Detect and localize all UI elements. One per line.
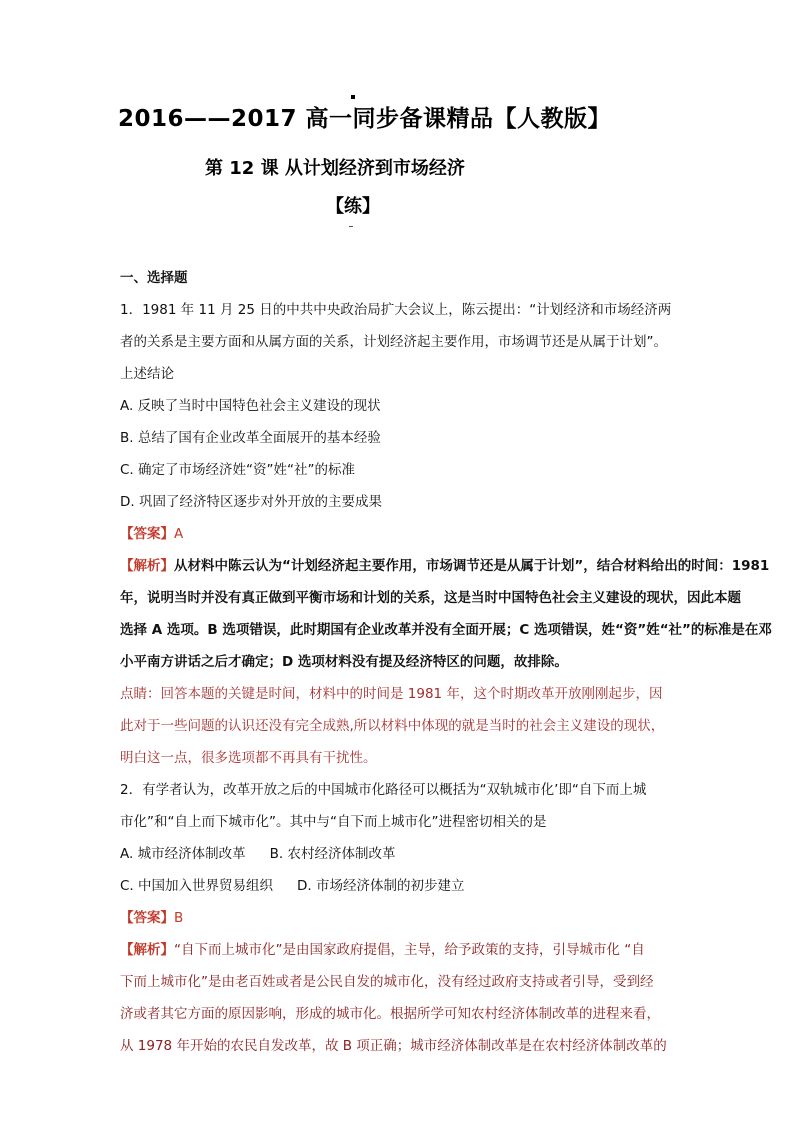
q1-analysis-line-4: 小平南方讲话之后才确定；D 选项材料没有提及经济特区的问题，故排除。 bbox=[120, 654, 568, 670]
q2-answer-label: 【答案】 bbox=[120, 910, 174, 926]
q1-analysis-text-1: 从材料中陈云认为“计划经济起主要作用，市场调节还是从属于计划”，结合材料给出的时间：1981 bbox=[174, 558, 770, 574]
q1-option-c: C. 确定了市场经济姓“资”姓“社”的标准 bbox=[120, 462, 355, 478]
q1-answer-label: 【答案】 bbox=[120, 526, 174, 542]
section-heading: 一、选择题 bbox=[120, 270, 188, 286]
q2-option-b: B. 农村经济体制改革 bbox=[269, 846, 396, 862]
header-dot-mark bbox=[351, 95, 355, 99]
q2-stem-line-1: 2．有学者认为，改革开放之后的中国城市化路径可以概括为“双轨城市化’即“自下而上城 bbox=[120, 782, 647, 798]
q1-stem-line-1: 1．1981 年 11 月 25 日的中共中央政治局扩大会议上，陈云提出：“计划经济和市场经济两 bbox=[120, 302, 672, 318]
q1-point-line-1: 点睛：回答本题的关键是时间，材料中的时间是 1981 年，这个时期改革开放刚刚起步，因 bbox=[120, 686, 663, 702]
q1-answer-value: A bbox=[174, 526, 184, 542]
q1-stem-line-2: 者的关系是主要方面和从属方面的关系，计划经济起主要作用，市场调节还是从属于计划”。 bbox=[120, 334, 667, 350]
q2-options-cd bbox=[120, 870, 680, 902]
q1-answer bbox=[120, 518, 680, 550]
q1-point-line-3: 明白这一点，很多选项都不再具有干扰性。 bbox=[120, 750, 377, 766]
q2-analysis-text-1: “自下而上城市化”是由国家政府提倡，主导，给予政策的支持，引导城市化 “自 bbox=[174, 942, 645, 958]
q1-option-b: B. 总结了国有企业改革全面展开的基本经验 bbox=[120, 430, 381, 446]
q1-option-d: D. 巩固了经济特区逐步对外开放的主要成果 bbox=[120, 494, 382, 510]
q2-analysis-line-1 bbox=[120, 934, 680, 966]
q2-analysis-line-4: 从 1978 年开始的农民自发改革，故 B 项正确；城市经济体制改革是在农村经济体制改革的 bbox=[120, 1038, 667, 1054]
q1-analysis-line-1 bbox=[120, 550, 770, 582]
q2-stem-line-2: 市化”和“自上而下城市化”。其中与“自下而上城市化”进程密切相关的是 bbox=[120, 814, 547, 830]
q1-point-line-2: 此对于一些问题的认识还没有完全成熟,所以材料中体现的就是当时的社会主义建设的现状， bbox=[120, 718, 665, 734]
q1-stem-line-3: 上述结论 bbox=[120, 366, 174, 382]
q1-option-a: A. 反映了当时中国特色社会主义建设的现状 bbox=[120, 398, 381, 414]
q1-analysis-label: 【解析】 bbox=[120, 558, 174, 574]
q2-answer bbox=[120, 902, 680, 934]
q1-analysis-line-3: 选择 A 选项。B 选项错误，此时期国有企业改革并没有全面开展；C 选项错误，姓“资”姓“社”的标准是在邓 bbox=[120, 622, 772, 638]
document-content bbox=[120, 262, 772, 1062]
lesson-title: 第 12 课 从计划经济到市场经济 bbox=[205, 158, 465, 179]
q2-analysis-label: 【解析】 bbox=[120, 942, 174, 958]
q2-analysis-line-3: 济或者其它方面的原因影响，形成的城市化。根据所学可知农村经济体制改革的进程来看， bbox=[120, 1006, 660, 1022]
q1-analysis-line-2: 年，说明当时并没有真正做到平衡市场和计划的关系，这是当时中国特色社会主义建设的现状，因此本题 bbox=[120, 590, 741, 606]
q2-analysis-line-2: 下而上城市化”是由老百姓或者是公民自发的城市化，没有经过政府支持或者引导，受到经 bbox=[120, 974, 654, 990]
practice-tag: 【练】 bbox=[326, 196, 380, 217]
q2-option-a: A. 城市经济体制改革 bbox=[120, 846, 246, 862]
main-title: 2016——2017 高一同步备课精品【人教版】 bbox=[118, 106, 612, 132]
q2-option-d: D. 市场经济体制的初步建立 bbox=[297, 878, 465, 894]
header-dash-mark bbox=[349, 226, 353, 227]
q2-answer-value: B bbox=[174, 910, 184, 926]
q2-option-c: C. 中国加入世界贸易组织 bbox=[120, 878, 274, 894]
q2-options-ab bbox=[120, 838, 680, 870]
